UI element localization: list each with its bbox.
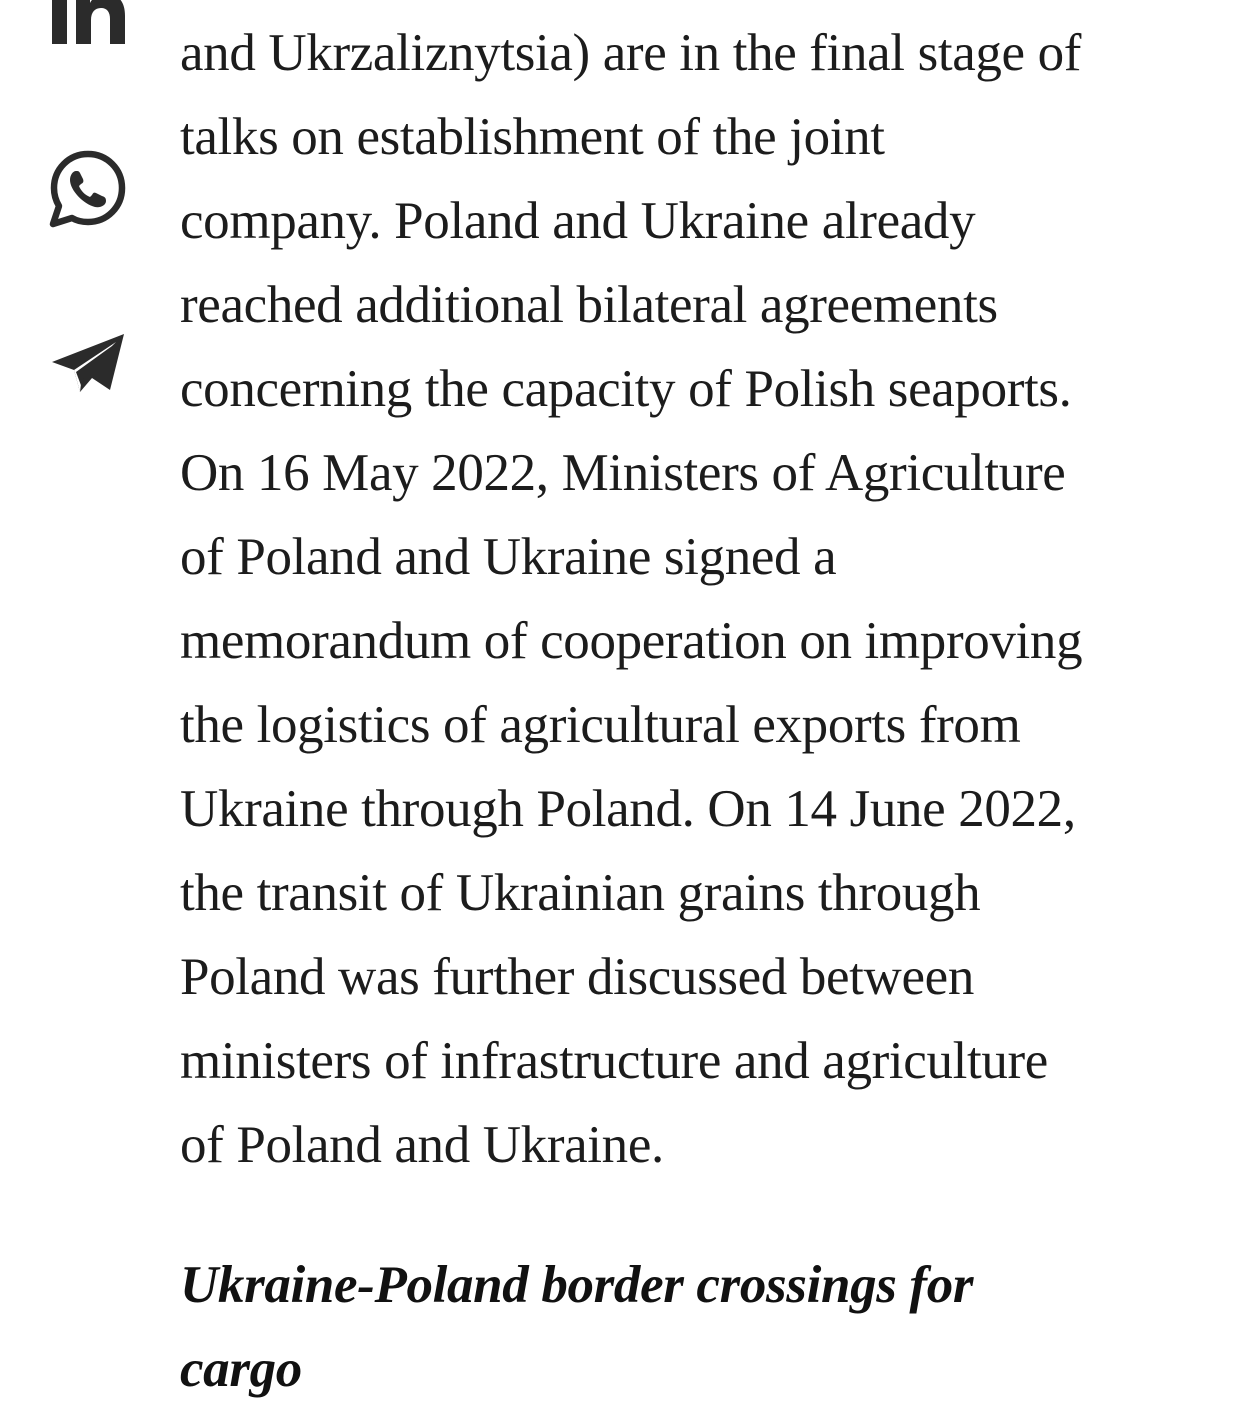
article-paragraph: and Ukrzaliznytsia) are in the final stage of talks on establishment of the joint company. Poland and Ukraine already reached additional bilateral agreements concerning the capacity of Polish seaports. On 16 May 2022, Ministers of Agriculture of Poland and Ukraine signed a memorandum of cooperation on improving the logistics of agricultural exports from Ukraine through Poland. On 14 June 2022, the transit of Ukrainian grains through Poland was further discussed between ministers of infrastructure and agriculture of Poland and Ukraine. <box>180 24 1083 1174</box>
linkedin-icon <box>46 0 130 50</box>
telegram-share-button[interactable] <box>46 322 130 406</box>
section-subheading: Ukraine-Poland border crossings for cargo <box>180 1256 974 1398</box>
share-rail <box>0 0 170 420</box>
linkedin-share-button[interactable] <box>46 0 130 50</box>
whatsapp-icon <box>46 146 130 230</box>
whatsapp-share-button[interactable] <box>46 146 130 230</box>
telegram-icon <box>46 322 130 406</box>
article-body <box>180 0 1190 1411</box>
